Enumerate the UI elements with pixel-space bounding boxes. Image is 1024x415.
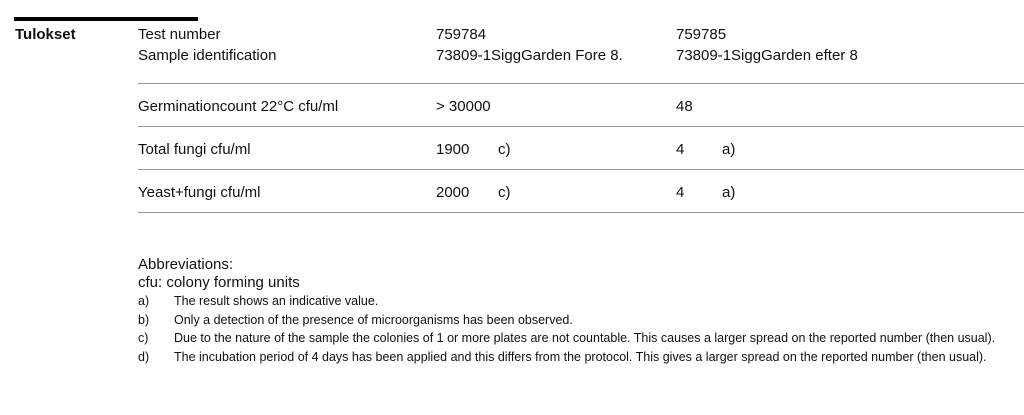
abbreviations-title: Abbreviations: xyxy=(138,256,234,273)
top-rule xyxy=(14,17,198,21)
row-value-2: 4 xyxy=(676,184,685,201)
table-row xyxy=(138,170,1024,213)
row-note-1: c) xyxy=(498,141,511,158)
sample-id-label: Sample identification xyxy=(138,47,277,64)
results-table xyxy=(138,26,1024,213)
abbreviation-key: c) xyxy=(138,331,149,345)
sample-id-value-2: 73809-1SiggGarden efter 8 xyxy=(676,47,858,64)
test-number-label: Test number xyxy=(138,26,221,43)
abbreviations-list xyxy=(138,294,998,365)
list-item xyxy=(138,313,998,329)
list-item xyxy=(138,331,998,347)
row-value-1: 2000 xyxy=(436,184,470,201)
row-note-2: a) xyxy=(722,184,736,201)
header-divider xyxy=(138,68,1024,84)
test-number-row xyxy=(138,26,1024,47)
cfu-definition: cfu: colony forming units xyxy=(138,274,300,291)
sample-id-value-1: 73809-1SiggGarden Fore 8. xyxy=(436,47,623,64)
table-row xyxy=(138,127,1024,170)
abbreviation-key: d) xyxy=(138,349,150,364)
test-number-value-1: 759784 xyxy=(436,26,487,43)
row-value-2: 4 xyxy=(676,141,685,158)
row-value-1: 1900 xyxy=(436,141,470,158)
abbreviation-text: Due to the nature of the sample the colonies of 1 or more plates are not countable. This causes a larger spread on the reported number (then usual). xyxy=(174,331,996,345)
abbreviation-text: Only a detection of the presence of microorganisms has been observed. xyxy=(174,312,573,327)
abbreviation-text: The result shows an indicative value. xyxy=(174,294,379,308)
sample-id-row xyxy=(138,47,1024,68)
row-note-1: c) xyxy=(498,184,511,201)
abbreviation-key: a) xyxy=(138,294,150,308)
row-label: Yeast+fungi cfu/ml xyxy=(138,184,261,201)
row-label: Germinationcount 22°C cfu/ml xyxy=(138,98,339,115)
row-label: Total fungi cfu/ml xyxy=(138,141,251,158)
abbreviation-key: b) xyxy=(138,312,150,327)
section-heading: Tulokset xyxy=(15,26,76,43)
list-item xyxy=(138,350,998,366)
abbreviations-block xyxy=(138,256,998,368)
row-value-1: > 30000 xyxy=(436,98,491,115)
test-number-value-2: 759785 xyxy=(676,26,727,43)
row-note-2: a) xyxy=(722,141,736,158)
table-row xyxy=(138,84,1024,127)
list-item xyxy=(138,294,998,310)
abbreviation-text: The incubation period of 4 days has been applied and this differs from the protocol. This gives a larger spread on the reported number (then usual). xyxy=(174,349,987,364)
row-value-2: 48 xyxy=(676,98,693,115)
